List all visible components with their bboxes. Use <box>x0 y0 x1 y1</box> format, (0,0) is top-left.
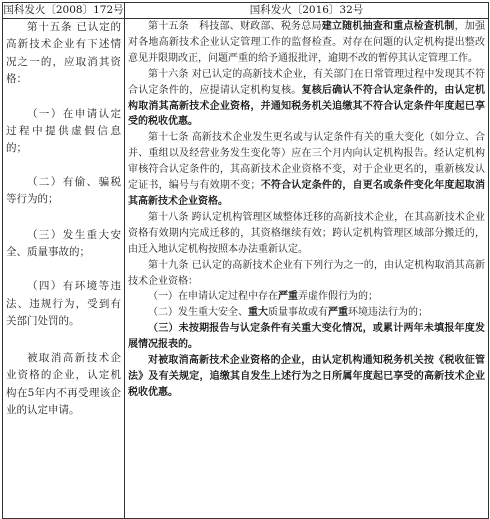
left-cell-2008 <box>3 19 125 519</box>
left-item-2: （二）有偷、骗税等行为的； <box>6 175 121 206</box>
right-cell-2016 <box>125 19 489 519</box>
right-article-18: 第十八条 跨认定机构管理区域整体迁移的高新技术企业，在其高新技术企业资格有效期内完成迁移的，其资格继续有效；跨认定机构管理区域部分搬迁的，由迁入地认定机构按照本办法重新认定。 <box>128 211 485 255</box>
right-article-19-item-1: （一）在申请认定过程中存在严重弄虚作假行为的； <box>148 291 378 303</box>
right-article-19-item-2: （二）发生重大安全、重大质量事故或有严重环境违法行为的； <box>148 307 428 319</box>
right-article-16: 第十六条 对已认定的高新技术企业，有关部门在日常管理过程中发现其不符合认定条件的，应提请认定机构复核。复核后确认不符合认定条件的，由认定机构取消其高新技术企业资格，并通知税务机关追缴其不符合认定条件年度起已享受的税收优惠。 <box>128 68 485 128</box>
comparison-table <box>2 2 489 519</box>
header-2008: 国科发火〔2008〕172号 <box>3 3 125 19</box>
right-article-19-item-3: （三）未按期报告与认定条件有关重大变化情况，或累计两年未填报年度发展情况报表的。 <box>128 323 485 351</box>
left-item-4: （四）有环境等违法、违规行为，受到有关部门处罚的。 <box>6 280 121 328</box>
table-header-row <box>3 3 489 19</box>
right-article-15: 第十五条 科技部、财政部、税务总局建立随机抽查和重点检查机制，加强对各地高新技术企业认定管理工作的监督检查。对存在问题的认定机构提出整改意见并限期改正，问题严重的给予通报批评，逾期不改的暂停其认定管理工作。 <box>128 21 485 64</box>
right-article-19-intro: 第十九条 已认定的高新技术企业有下列行为之一的，由认定机构取消其高新技术企业资格： <box>128 259 485 287</box>
header-2016: 国科发火〔2016〕32号 <box>125 3 489 19</box>
right-article-19-closing: 对被取消高新技术企业资格的企业，由认定机构通知税务机关按《税收征管法》及有关规定，追缴其自发生上述行为之日所属年度起已享受的高新技术企业税收优惠。 <box>128 355 485 398</box>
left-item-3: （三）发生重大安全、质量事故的； <box>6 228 121 259</box>
left-article-15-intro: 第十五条 已认定的高新技术企业有下述情况之一的，应取消其资格： <box>6 21 121 86</box>
table-row <box>3 19 489 519</box>
right-article-17: 第十七条 高新技术企业发生更名或与认定条件有关的重大变化（如分立、合并、重组以及经营业务发生变化等）应在三个月内向认定机构报告。经认定机构审核符合认定条件的，其高新技术企业资格不变，对于企业更名的，重新核发认定证书，编号与有效期不变；不符合认定条件的，自更名或条件变化年度起取消其高新技术企业资格。 <box>128 132 486 207</box>
left-item-1: （一）在申请认定过程中提供虚假信息的； <box>6 107 121 155</box>
left-closing: 被取消高新技术企业资格的企业，认定机构在5年内不再受理该企业的认定申请。 <box>6 351 121 416</box>
